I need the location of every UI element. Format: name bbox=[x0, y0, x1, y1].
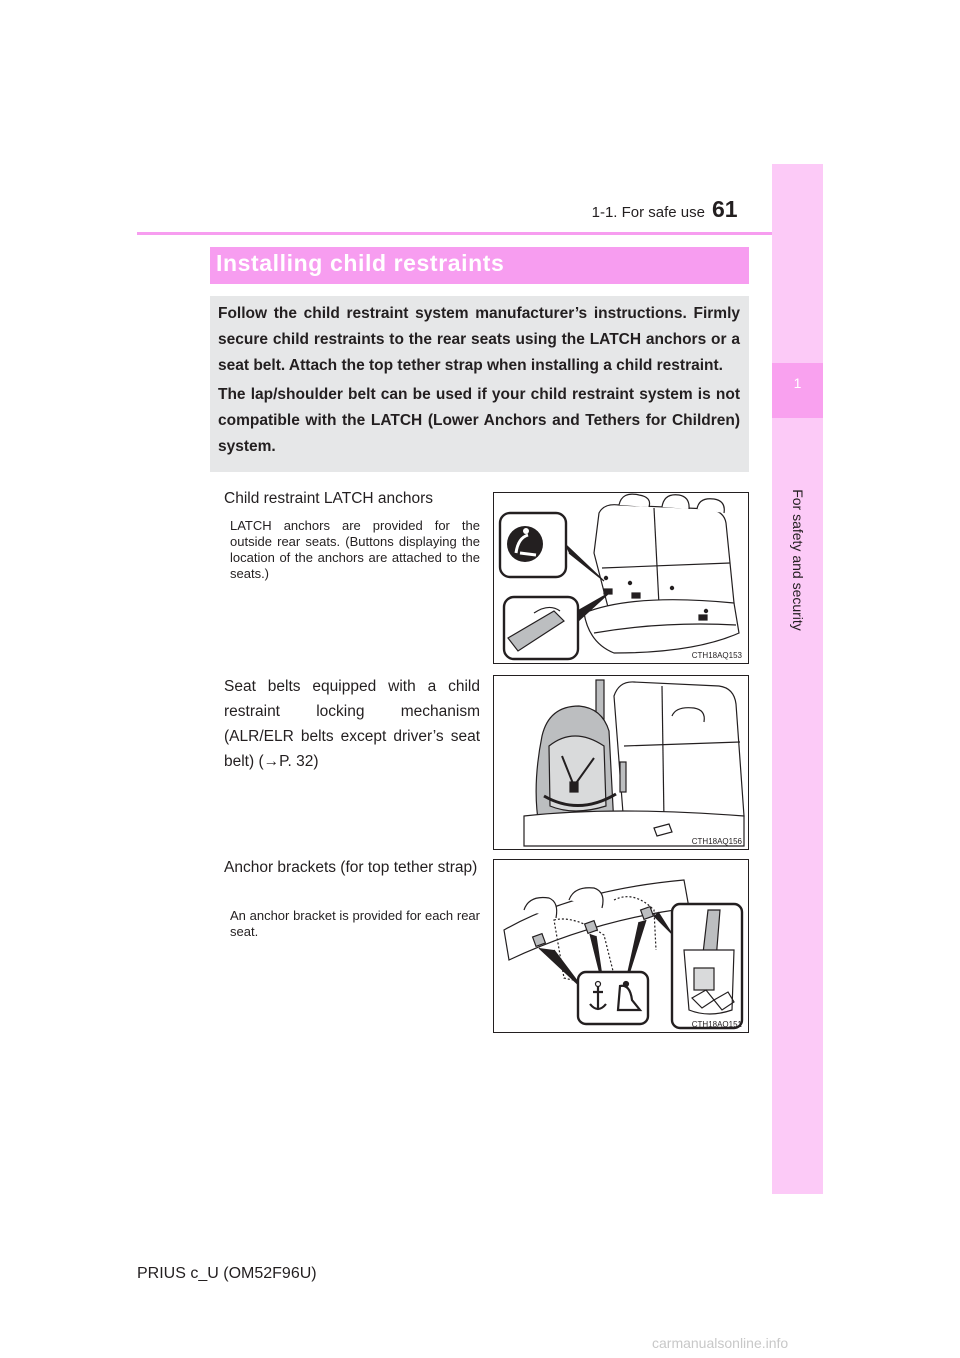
chapter-side-tab bbox=[772, 164, 823, 1194]
item-title-locking-seat-belts: Seat belts equipped with a child restraint locking mechanism (ALR/ELR belts except driver’s seat belt) (→P. 32) bbox=[224, 678, 480, 770]
figure-code: CTH18AQ156 bbox=[691, 837, 742, 846]
figure-code: CTH18AQ153 bbox=[691, 651, 742, 660]
figure-anchor-brackets bbox=[493, 859, 749, 1033]
header-divider bbox=[137, 232, 823, 235]
intro-paragraph: Follow the child restraint system manufacturer’s instructions. Firmly secure child restraints to the rear seats using the LATCH anchors or a seat belt. Attach the top tether strap when installing a child restraint. bbox=[218, 305, 740, 374]
child-seat-icon bbox=[507, 526, 543, 562]
header-section-title: 1-1. For safe use bbox=[591, 204, 705, 221]
footer-model: PRIUS c_U (OM52F96U) bbox=[137, 1265, 317, 1282]
page-number: 61 bbox=[712, 196, 738, 222]
watermark: carmanualsonline.info bbox=[652, 1335, 789, 1351]
chapter-number: 1 bbox=[793, 375, 802, 391]
item-note-anchor-brackets: An anchor bracket is provided for each rear seat. bbox=[230, 908, 480, 939]
figure-locking-seat-belts bbox=[493, 675, 749, 850]
item-note-latch-anchors: LATCH anchors are provided for the outside rear seats. (Buttons displaying the location of the anchors are attached to the seats.) bbox=[230, 518, 480, 581]
chapter-label: For safety and security bbox=[790, 489, 806, 631]
figure-latch-anchors bbox=[493, 492, 749, 664]
item-title-anchor-brackets: Anchor brackets (for top tether strap) bbox=[224, 859, 478, 876]
figure-code: CTH18AQ151 bbox=[691, 1020, 742, 1029]
intro-paragraph: The lap/shoulder belt can be used if your child restraint system is not compatible with the LATCH (Lower Anchors and Tethers for Children) system. bbox=[218, 386, 740, 455]
section-title: Installing child restraints bbox=[216, 250, 505, 276]
item-title-latch-anchors: Child restraint LATCH anchors bbox=[224, 490, 434, 507]
